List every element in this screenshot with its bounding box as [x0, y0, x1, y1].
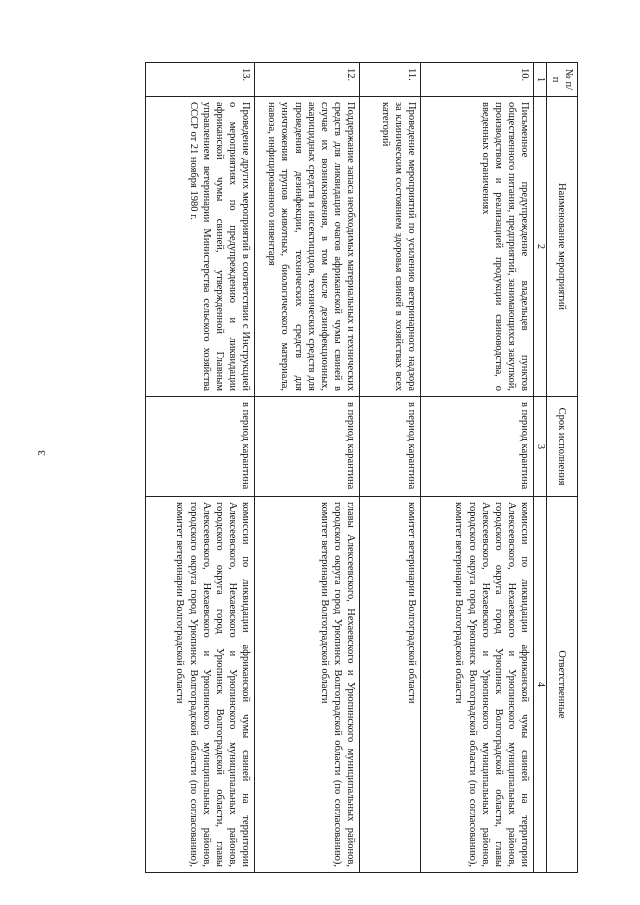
- rotated-page-content: [58, 62, 578, 872]
- row-number: 11.: [359, 63, 420, 97]
- responsible-text: комиссии по ликвидации африканской чумы свиней на территории Алексеевского, Нехаевского и Урюпинского муниципальных районов, городского округа город Урюпинск Волгоградской области, главы Алексеевского, Нехаевского и Урюпинского муниципальных районов, городского округа город Урюпинск Волгоградской области (по согласованию), комитет ветеринарии Волгоградской области: [420, 497, 533, 873]
- table-row: [145, 63, 254, 873]
- row-number: 13.: [145, 63, 254, 97]
- term-text: в период карантина: [254, 397, 359, 497]
- responsible-text: главы Алексеевского, Нехаевского и Урюпинского муниципальных районов, городского округа город Урюпинск Волгоградской области (по согласованию), комитет ветеринарии Волгоградской области: [254, 497, 359, 873]
- column-numbers-row: [533, 63, 546, 873]
- responsible-text: комитет ветеринарии Волгоградской области: [359, 497, 420, 873]
- table-row: [420, 63, 533, 873]
- measure-text: Поддержание запаса необходимых материальных и технических средств для ликвидации очагов африканской чумы свиней в случае их возникновения, в том числе дезинфекционных, акарицидных средств и инсектицидов, технических средств для проведения дезинфекции, технических средств для уничтожения трупов животных, биологического материала, навоза, инфицированного инвентаря: [254, 97, 359, 397]
- header-term: Срок исполнения: [546, 397, 577, 497]
- column-number: 2: [533, 97, 546, 397]
- column-number: 3: [533, 397, 546, 497]
- row-number: 12.: [254, 63, 359, 97]
- header-measures: Наименование мероприятий: [546, 97, 577, 397]
- term-text: в период карантина: [359, 397, 420, 497]
- responsible-text: комиссии по ликвидации африканской чумы свиней на территории Алексеевского, Нехаевского и Урюпинского муниципальных районов, городского округа город Урюпинск Волгоградской области, главы Алексеевского, Нехаевского и Урюпинского муниципальных районов, городского округа город Урюпинск Волгоградской области (по согласованию), комитет ветеринарии Волгоградской области: [145, 497, 254, 873]
- measure-text: Проведение других мероприятий в соответствии с Инструкцией о мероприятиях по предупреждению и ликвидации африканской чумы свиней, утвержденной Главным управлением ветеринарии Министерства сельского хозяйства СССР от 21 ноября 1980 г.: [145, 97, 254, 397]
- table-row: [254, 63, 359, 873]
- term-text: в период карантина: [145, 397, 254, 497]
- page-number: 3: [36, 450, 48, 456]
- measure-text: Письменное предупреждение владельцев пунктов общественного питания, предприятий, занимающихся закупкой, производством и реализацией продукции свиноводства, о введенных ограничениях: [420, 97, 533, 397]
- column-number: 4: [533, 497, 546, 873]
- row-number: 10.: [420, 63, 533, 97]
- column-number: 1: [533, 63, 546, 97]
- header-number: № п/п: [546, 63, 577, 97]
- measures-table: [145, 62, 578, 873]
- header-responsible: Ответственные: [546, 497, 577, 873]
- term-text: в период карантина: [420, 397, 533, 497]
- table-row: [359, 63, 420, 873]
- table-header-row: [546, 63, 577, 873]
- measure-text: Проведение мероприятий по усилению ветеринарного надзора за клиническим состоянием здоровья свиней в хозяйствах всех категорий: [359, 97, 420, 397]
